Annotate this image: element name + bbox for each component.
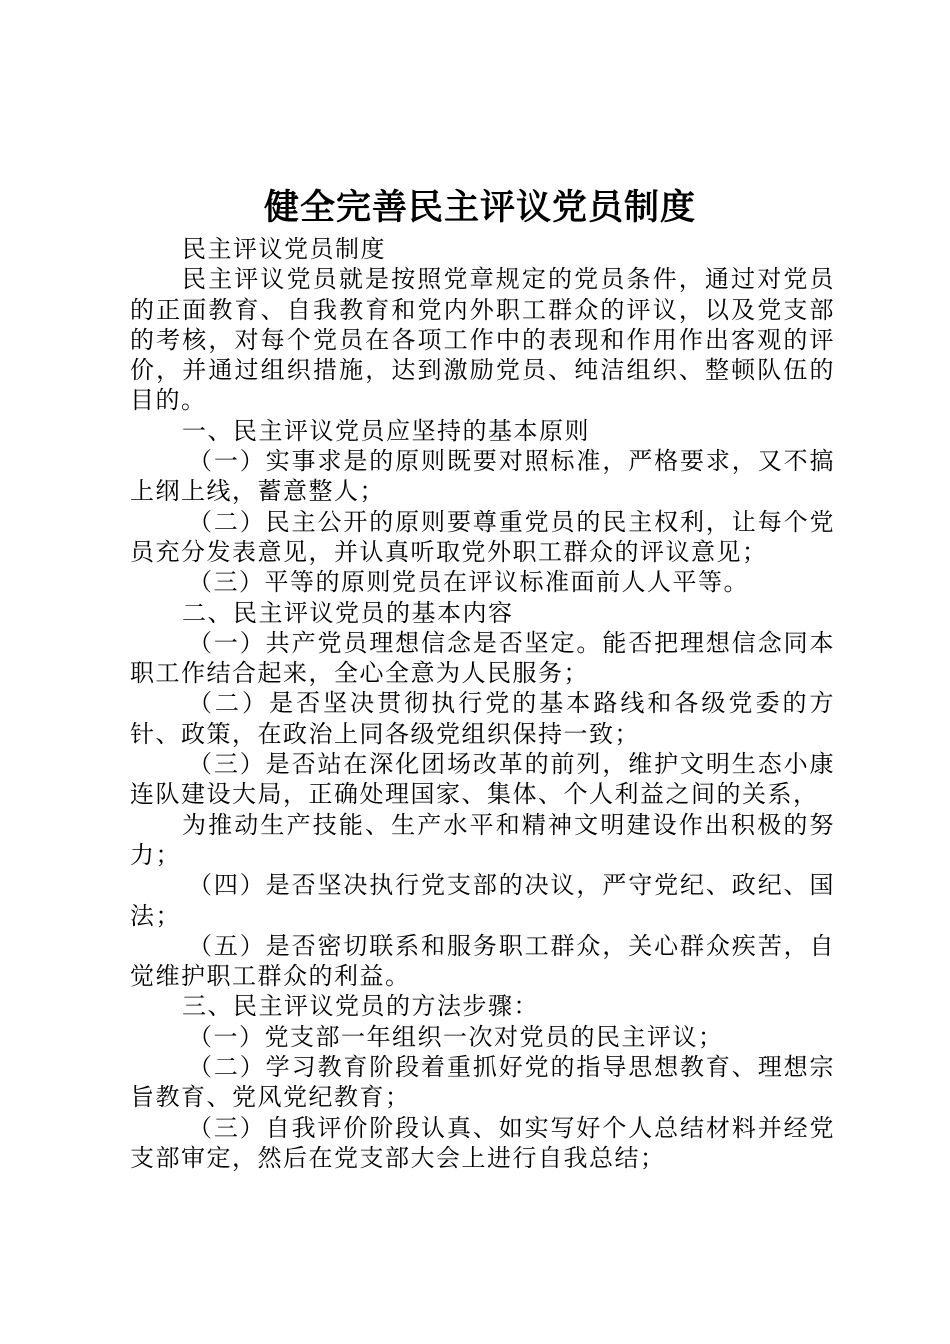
- list-item: （一）共产党员理想信念是否坚定。能否把理想信念同本职工作结合起来，全心全意为人民服务；: [130, 628, 835, 688]
- section-heading-2: 二、民主评议党员的基本内容: [182, 598, 514, 627]
- list-item: （二）是否坚决贯彻执行党的基本路线和各级党委的方针、政策，在政治上同各级党组织保持一致；: [130, 689, 835, 748]
- list-item: （三）自我评价阶段认真、如实写好个人总结材料并经党支部审定，然后在党支部大会上进行自我总结；: [130, 1113, 835, 1172]
- document-body: [130, 234, 835, 1173]
- paragraph-subtitle: 民主评议党员制度: [182, 235, 386, 263]
- list-item: （一）党支部一年组织一次对党员的民主评议；: [188, 1022, 724, 1051]
- list-item: （三）平等的原则党员在评议标准面前人人平等。: [188, 568, 749, 597]
- list-item-continuation: 为推动生产技能、生产水平和精神文明建设作出积极的努力；: [130, 810, 835, 869]
- list-item: （五）是否密切联系和服务职工群众，关心群众疾苦，自觉维护职工群众的利益。: [130, 931, 835, 991]
- paragraph-intro: 民主评议党员就是按照党章规定的党员条件，通过对党员的正面教育、自我教育和党内外职工群众的评议，以及党支部的考核，对每个党员在各项工作中的表现和作用作出客观的评价，并通过组织措施，达到激励党员、纯洁组织、整顿队伍的目的。: [130, 265, 835, 415]
- list-item: （二）学习教育阶段着重抓好党的指导思想教育、理想宗旨教育、党风党纪教育；: [130, 1053, 835, 1112]
- list-item: （三）是否站在深化团场改革的前列，维护文明生态小康连队建设大局，正确处理国家、集体、个人利益之间的关系，: [130, 750, 835, 809]
- list-item: （二）民主公开的原则要尊重党员的民主权利，让每个党员充分发表意见，并认真听取党外职工群众的评议意见；: [130, 507, 835, 566]
- section-heading-1: 一、民主评议党员应坚持的基本原则: [182, 416, 590, 445]
- section-heading-3: 三、民主评议党员的方法步骤：: [182, 992, 539, 1021]
- list-item: （四）是否坚决执行党支部的决议，严守党纪、政纪、国法；: [130, 871, 835, 930]
- document-title: 健全完善民主评议党员制度: [263, 188, 696, 228]
- list-item: （一）实事求是的原则既要对照标准，严格要求，又不搞上纲上线，蓄意整人；: [130, 447, 835, 506]
